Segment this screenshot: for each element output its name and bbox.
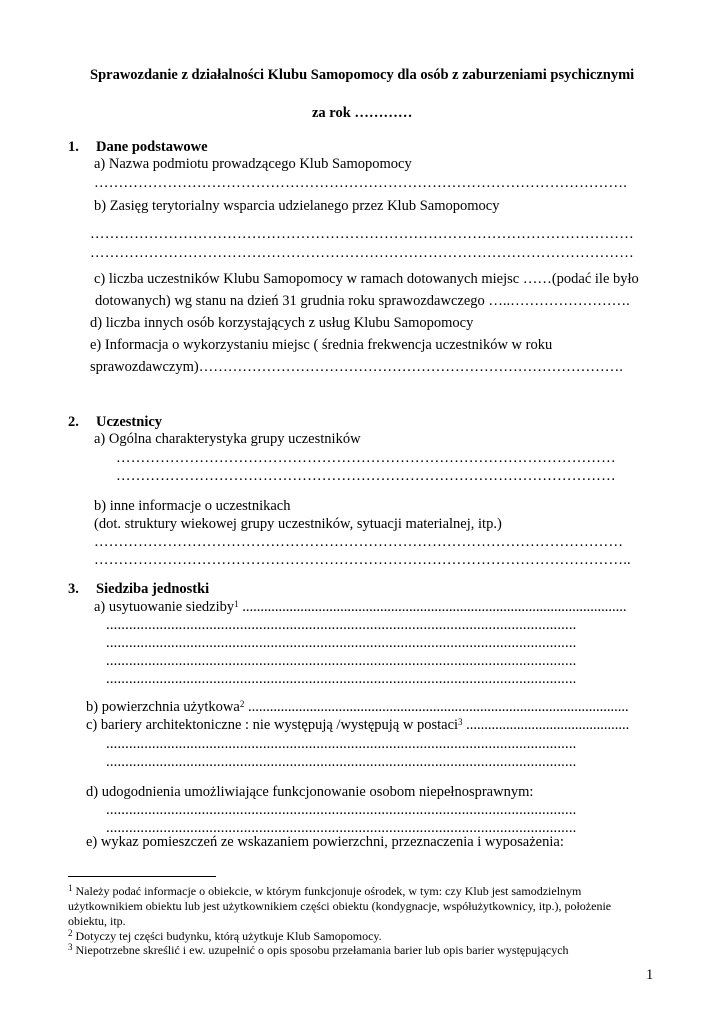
s3-dots-line: ...........................................................................................................................	[106, 653, 577, 669]
footnote-2	[68, 929, 382, 944]
s3-item-d: d) udogodnienia umożliwiające funkcjonowanie osobom niepełnosprawnym:	[86, 784, 534, 800]
s1-item-c-line-2: dotowanych) wg stanu na dzień 31 grudnia roku sprawozdawczego …..…………………….	[95, 293, 630, 309]
section-3-number: 3.	[68, 581, 79, 597]
s1-item-d: d) liczba innych osób korzystających z usług Klubu Samopomocy	[90, 315, 474, 331]
s3-dots-line: ...........................................................................................................................	[106, 802, 577, 818]
s3-item-b-dots: .........................................................................................................	[244, 699, 629, 715]
s3-item-c-dots: .............................................	[462, 717, 630, 733]
s3-dots-line: ...........................................................................................................................	[106, 671, 577, 687]
document-title: Sprawozdanie z działalności Klubu Samopomocy dla osób z zaburzeniami psychicznymi	[90, 67, 635, 83]
footnote-2-number: 2	[68, 928, 73, 938]
footnote-3-number: 3	[68, 942, 73, 952]
s1-item-b-dots-1: …………………………………………………………………………………………………	[90, 226, 634, 242]
footnote-1-number: 1	[68, 883, 73, 893]
footnote-ref-2: 2	[239, 699, 245, 709]
s3-item-e: e) wykaz pomieszczeń ze wskazaniem powierzchni, przeznaczenia i wyposażenia:	[86, 834, 564, 850]
footnote-1-line-3: obiektu, itp.	[68, 914, 126, 928]
footnote-2-text: Dotyczy tej części budynku, którą użytkuje Klub Samopomocy.	[72, 929, 382, 943]
s3-item-b-label: b) powierzchnia użytkowa	[86, 699, 240, 715]
section-1-number: 1.	[68, 139, 79, 155]
s1-item-e-line-1: e) Informacja o wykorzystaniu miejsc ( średnia frekwencja uczestników w roku	[90, 337, 553, 353]
s3-dots-line: ...........................................................................................................................	[106, 754, 577, 770]
s1-item-a-dots: ……………………………………………………………………………………………….	[94, 175, 628, 191]
footnote-1-text: Należy podać informacje o obiekcie, w którym funkcjonuje ośrodek, w tym: czy Klub jest samodzielnym	[72, 884, 582, 898]
footnote-ref-1: 1	[234, 599, 239, 609]
footnote-1-line-2: użytkownikiem obiektu lub jest użytkownikiem części obiektu (kondygnacje, współużytkownicy, itp.), położenie	[68, 899, 612, 913]
page-number: 1	[646, 967, 654, 983]
s1-item-c-line-1: c) liczba uczestników Klubu Samopomocy w ramach dotowanych miejsc ……(podać ile było	[94, 271, 639, 287]
s3-item-a-label: a) usytuowanie siedziby	[94, 599, 235, 615]
section-2-number: 2.	[68, 414, 79, 430]
footnote-1-line-1	[68, 884, 581, 899]
footnote-3	[68, 943, 569, 958]
section-1-heading: Dane podstawowe	[96, 139, 208, 155]
s2-item-b-desc: (dot. struktury wiekowej grupy uczestników, sytuacji materialnej, itp.)	[94, 516, 502, 532]
s2-item-a-dots-1: …………………………………………………………………………………………	[116, 450, 616, 466]
s3-dots-line: ...........................................................................................................................	[106, 736, 577, 752]
s1-item-b: b) Zasięg terytorialny wsparcia udzielanego przez Klub Samopomocy	[94, 198, 500, 214]
s3-item-a-dots: ..........................................................................................................	[238, 599, 627, 615]
s3-dots-line: ...........................................................................................................................	[106, 617, 577, 633]
s3-item-a	[94, 598, 627, 616]
footnote-separator	[68, 876, 216, 877]
s3-item-b	[86, 698, 629, 716]
s1-item-a: a) Nazwa podmiotu prowadzącego Klub Samopomocy	[94, 156, 412, 172]
footnote-ref-3: 3	[458, 717, 463, 727]
s3-dots-line: ...........................................................................................................................	[106, 635, 577, 651]
s2-item-a-dots-2: …………………………………………………………………………………………	[116, 468, 616, 484]
s2-item-a: a) Ogólna charakterystyka grupy uczestników	[94, 431, 361, 447]
s3-item-c-label: c) bariery architektoniczne : nie występują /występują w postaci	[86, 717, 459, 733]
s2-item-b: b) inne informacje o uczestnikach	[94, 498, 291, 514]
document-subtitle: za rok …………	[312, 105, 413, 121]
s1-item-b-dots-2: …………………………………………………………………………………………………	[90, 245, 634, 261]
s1-item-e-line-2: sprawozdawczym)…………………………………………………………………………….	[90, 359, 623, 375]
s3-item-c	[86, 716, 629, 734]
section-3-heading: Siedziba jednostki	[96, 581, 210, 597]
s2-item-b-dots-2: ………………………………………………………………………………………………..	[94, 552, 631, 568]
s2-item-b-dots-1: ………………………………………………………………………………………………	[94, 534, 624, 550]
section-2-heading: Uczestnicy	[96, 414, 163, 430]
s3-dots-line: ...........................................................................................................................	[106, 820, 577, 836]
footnote-3-text: Niepotrzebne skreślić i ew. uzupełnić o opis sposobu przełamania barier lub opis barier występujących	[72, 943, 569, 957]
